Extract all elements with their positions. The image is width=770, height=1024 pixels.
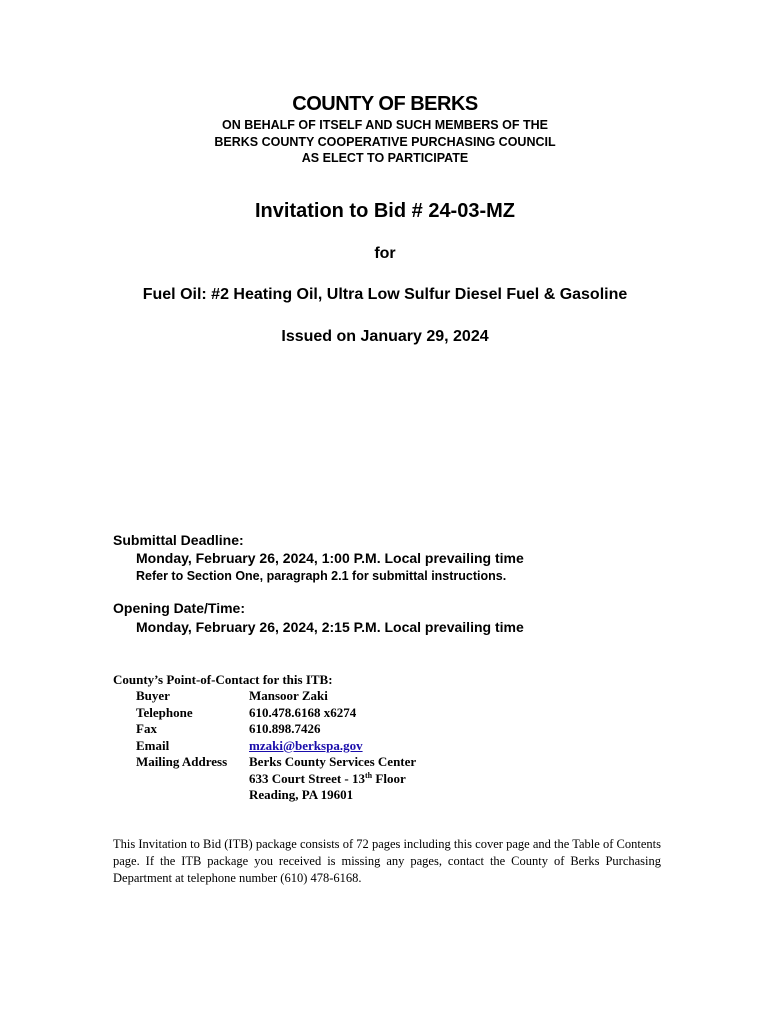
point-of-contact-table [136, 688, 416, 804]
email-link[interactable]: mzaki@berkspa.gov [249, 737, 363, 753]
submittal-deadline-label: Submittal Deadline: [113, 532, 244, 548]
telephone-number: 610.478.6168 x6274 [249, 704, 357, 720]
address-line-2-ordinal: th [365, 770, 373, 780]
contact-row-mailing-address [136, 754, 416, 771]
buyer-name: Mansoor Zaki [249, 688, 328, 703]
submittal-instructions-note: Refer to Section One, paragraph 2.1 for submittal instructions. [136, 569, 507, 583]
fax-label: Fax [136, 721, 157, 736]
email-label: Email [136, 737, 170, 753]
contact-row-email [136, 738, 416, 755]
buyer-label: Buyer [136, 688, 170, 703]
contact-row-buyer [136, 688, 416, 705]
issued-date: Issued on January 29, 2024 [281, 328, 489, 345]
mailing-address-label: Mailing Address [136, 754, 228, 769]
address-line-2-floor: Floor [372, 770, 406, 786]
address-line-1: Berks County Services Center [249, 754, 417, 769]
contact-row-fax [136, 721, 416, 738]
telephone-label: Telephone [136, 704, 193, 720]
itb-title: Invitation to Bid # 24-03-MZ [254, 200, 516, 222]
subtitle-line: AS ELECT TO PARTICIPATE [301, 151, 469, 165]
address-line-2-street: 633 Court Street - 13 [249, 770, 366, 786]
contact-row-address-3 [136, 787, 416, 804]
submittal-deadline-date: Monday, February 26, 2024, 1:00 P.M. Local prevailing time [136, 550, 524, 566]
point-of-contact-heading: County’s Point-of-Contact for this ITB: [113, 672, 333, 687]
contact-row-telephone [136, 705, 416, 722]
address-line-3: Reading, PA 19601 [249, 787, 354, 802]
subtitle-line: BERKS COUNTY COOPERATIVE PURCHASING COUNCIL [214, 134, 556, 149]
for-label: for [374, 245, 396, 262]
fax-number: 610.898.7426 [249, 721, 321, 736]
package-pages-notice: This Invitation to Bid (ITB) package consists of 72 pages including this cover page and the Table of Contents page. If the ITB package you received is missing any pages, contact the County of Berks Purchasing Department at telephone number (610) 478-6168. [113, 837, 661, 885]
itb-subject: Fuel Oil: #2 Heating Oil, Ultra Low Sulfur Diesel Fuel & Gasoline [142, 286, 628, 303]
contact-row-address-2 [136, 771, 416, 788]
email-value [249, 738, 363, 755]
opening-date-time: Monday, February 26, 2024, 2:15 P.M. Local prevailing time [136, 619, 524, 635]
subtitle-line: ON BEHALF OF ITSELF AND SUCH MEMBERS OF THE [222, 118, 548, 132]
county-title: COUNTY OF BERKS [292, 93, 478, 115]
council-subtitle [0, 117, 770, 167]
address-line-2 [249, 771, 406, 788]
opening-date-label: Opening Date/Time: [113, 600, 245, 616]
